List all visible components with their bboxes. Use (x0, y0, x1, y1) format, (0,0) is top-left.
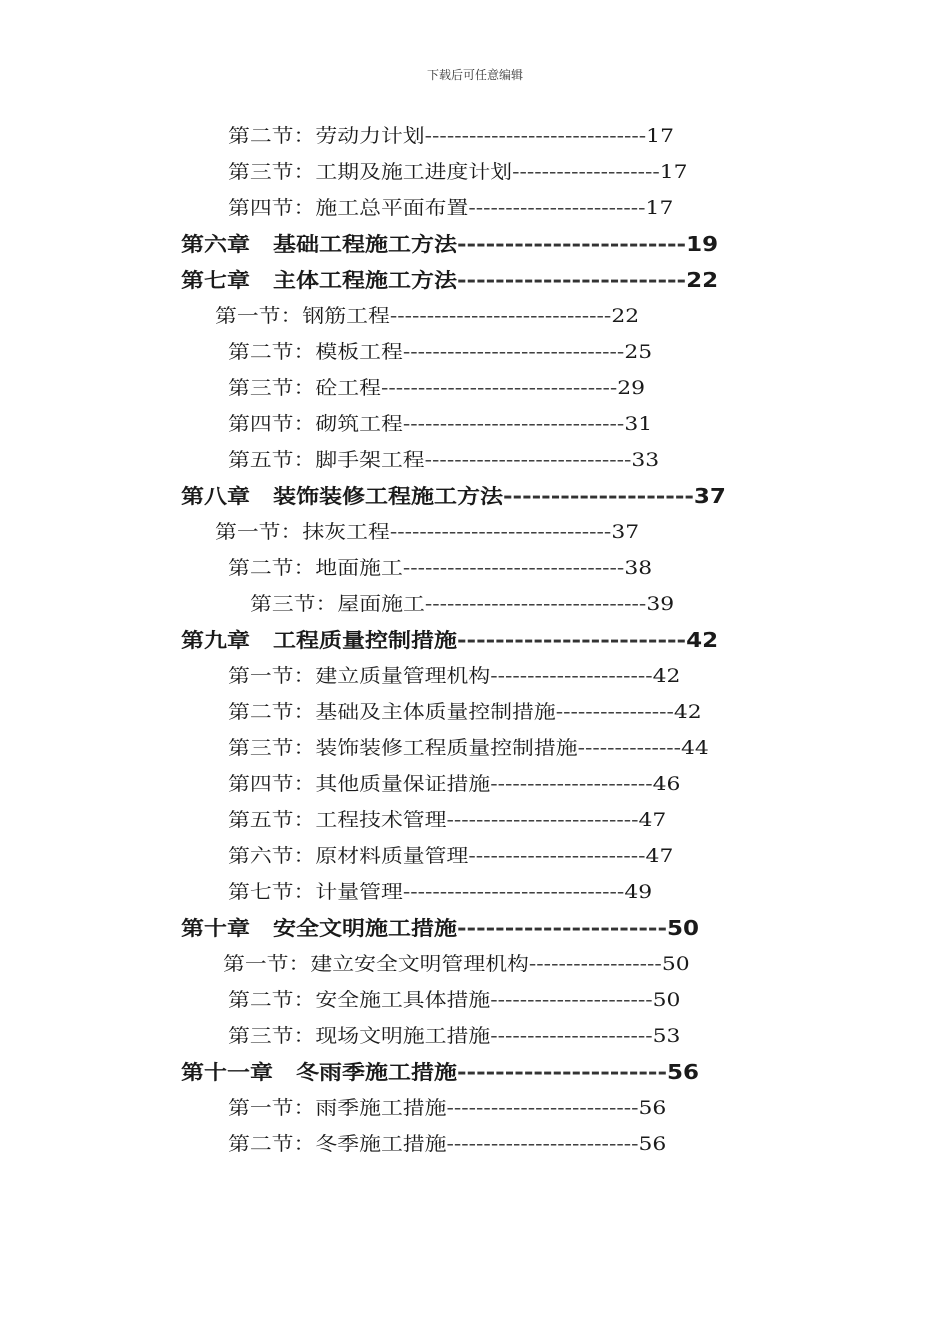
toc-page-number: 56 (667, 1060, 700, 1084)
toc-page-number: 31 (624, 413, 653, 435)
toc-entry-title: 第三节：工期及施工进度计划 (228, 161, 513, 183)
toc-dot-leader: ---------------------------- (424, 449, 632, 471)
toc-section-entry[interactable] (228, 1090, 666, 1126)
toc-page-number: 17 (645, 197, 674, 219)
toc-page-number: 22 (611, 305, 640, 327)
toc-page-number: 50 (661, 953, 690, 975)
toc-entry-title: 第三节：屋面施工 (250, 593, 425, 615)
toc-dot-leader: ------------------------------ (389, 521, 612, 543)
toc-dot-leader: ------------------------------ (424, 125, 647, 147)
toc-chapter-entry[interactable] (181, 622, 718, 658)
toc-entry-title: 第八章 装饰装修工程施工方法 (181, 484, 503, 508)
toc-dot-leader: ------------------------------ (424, 593, 647, 615)
toc-section-entry[interactable] (250, 586, 674, 622)
toc-entry-title: 第七章 主体工程施工方法 (181, 268, 457, 292)
toc-dot-leader: ------------------------ (457, 268, 687, 292)
toc-section-entry[interactable] (228, 694, 702, 730)
toc-page-number: 50 (667, 916, 700, 940)
toc-section-entry[interactable] (228, 442, 659, 478)
toc-page-number: 47 (645, 845, 674, 867)
toc-page-number: 50 (652, 989, 681, 1011)
toc-section-entry[interactable] (228, 874, 652, 910)
toc-page-number: 56 (638, 1133, 667, 1155)
toc-entry-title: 第四节：其他质量保证措施 (228, 773, 491, 795)
toc-dot-leader: -------------------- (503, 484, 694, 508)
toc-page-number: 19 (686, 232, 719, 256)
toc-page-number: 49 (624, 881, 653, 903)
toc-entry-title: 第十章 安全文明施工措施 (181, 916, 457, 940)
toc-entry-title: 第五节：脚手架工程 (228, 449, 425, 471)
toc-dot-leader: -------------------------- (446, 1097, 639, 1119)
toc-dot-leader: ---------------------- (490, 989, 653, 1011)
toc-section-entry[interactable] (228, 118, 674, 154)
toc-entry-title: 第二节：劳动力计划 (228, 125, 425, 147)
toc-section-entry[interactable] (215, 514, 639, 550)
toc-section-entry[interactable] (228, 802, 666, 838)
toc-section-entry[interactable] (223, 946, 690, 982)
toc-entry-title: 第三节：装饰装修工程质量控制措施 (228, 737, 578, 759)
toc-page-number: 25 (624, 341, 653, 363)
toc-dot-leader: ---------------------- (490, 773, 653, 795)
toc-section-entry[interactable] (215, 298, 639, 334)
toc-section-entry[interactable] (228, 550, 652, 586)
toc-section-entry[interactable] (228, 154, 688, 190)
toc-page-number: 29 (617, 377, 646, 399)
toc-dot-leader: ---------------- (555, 701, 674, 723)
toc-dot-leader: -------------------------- (446, 809, 639, 831)
toc-section-entry[interactable] (228, 370, 645, 406)
toc-chapter-entry[interactable] (181, 226, 718, 262)
toc-dot-leader: ------------------------ (468, 845, 646, 867)
toc-page-number: 42 (673, 701, 702, 723)
toc-dot-leader: ---------------------- (457, 1060, 668, 1084)
toc-dot-leader: ------------------------ (457, 232, 687, 256)
toc-dot-leader: ------------------------------ (402, 413, 625, 435)
toc-chapter-entry[interactable] (181, 262, 718, 298)
toc-entry-title: 第四节：施工总平面布置 (228, 197, 469, 219)
toc-page-number: 47 (638, 809, 667, 831)
toc-page-number: 46 (652, 773, 681, 795)
toc-entry-title: 第九章 工程质量控制措施 (181, 628, 457, 652)
toc-page-number: 39 (646, 593, 675, 615)
toc-entry-title: 第五节：工程技术管理 (228, 809, 447, 831)
toc-entry-title: 第一节：雨季施工措施 (228, 1097, 447, 1119)
toc-dot-leader: -------------- (577, 737, 681, 759)
page-header: 下载后可任意编辑 (426, 68, 523, 82)
toc-entry-title: 第六章 基础工程施工方法 (181, 232, 457, 256)
toc-page-number: 37 (693, 484, 726, 508)
toc-entry-title: 第三节：砼工程 (228, 377, 381, 399)
toc-chapter-entry[interactable] (181, 910, 699, 946)
toc-chapter-entry[interactable] (181, 478, 726, 514)
toc-dot-leader: ---------------------- (490, 1025, 653, 1047)
toc-dot-leader: ------------------------ (457, 628, 687, 652)
toc-dot-leader: -------------------------------- (380, 377, 618, 399)
toc-page-number: 22 (686, 268, 719, 292)
toc-section-entry[interactable] (228, 406, 652, 442)
toc-entry-title: 第二节：冬季施工措施 (228, 1133, 447, 1155)
toc-page-number: 33 (631, 449, 660, 471)
toc-dot-leader: ---------------------- (457, 916, 668, 940)
toc-page-number: 53 (652, 1025, 681, 1047)
toc-section-entry[interactable] (228, 190, 673, 226)
toc-chapter-entry[interactable] (181, 1054, 699, 1090)
toc-page-number: 56 (638, 1097, 667, 1119)
toc-section-entry[interactable] (228, 766, 680, 802)
toc-page-number: 38 (624, 557, 653, 579)
toc-entry-title: 第二节：安全施工具体措施 (228, 989, 491, 1011)
toc-section-entry[interactable] (228, 730, 709, 766)
toc-entry-title: 第二节：地面施工 (228, 557, 403, 579)
toc-dot-leader: ------------------------------ (402, 341, 625, 363)
toc-entry-title: 第十一章 冬雨季施工措施 (181, 1060, 457, 1084)
toc-entry-title: 第一节：建立安全文明管理机构 (223, 953, 529, 975)
toc-entry-title: 第三节：现场文明施工措施 (228, 1025, 491, 1047)
toc-dot-leader: ------------------------------ (402, 881, 625, 903)
toc-dot-leader: -------------------- (512, 161, 660, 183)
toc-page-number: 44 (680, 737, 709, 759)
toc-dot-leader: ------------------------------ (402, 557, 625, 579)
toc-section-entry[interactable] (228, 1126, 666, 1162)
toc-entry-title: 第一节：钢筋工程 (215, 305, 390, 327)
toc-page-number: 42 (686, 628, 719, 652)
toc-dot-leader: ------------------ (528, 953, 662, 975)
toc-dot-leader: ------------------------ (468, 197, 646, 219)
toc-dot-leader: ------------------------------ (389, 305, 612, 327)
toc-entry-title: 第一节：建立质量管理机构 (228, 665, 491, 687)
toc-section-entry[interactable] (228, 334, 652, 370)
toc-section-entry[interactable] (228, 982, 680, 1018)
toc-page-number: 17 (646, 125, 674, 147)
toc-dot-leader: ---------------------- (490, 665, 653, 687)
toc-entry-title: 第二节：基础及主体质量控制措施 (228, 701, 556, 723)
toc-section-entry[interactable] (228, 658, 680, 694)
toc-page-number: 42 (652, 665, 681, 687)
toc-entry-title: 第二节：模板工程 (228, 341, 403, 363)
toc-section-entry[interactable] (228, 1018, 680, 1054)
toc-dot-leader: -------------------------- (446, 1133, 639, 1155)
toc-page-number: 37 (611, 521, 640, 543)
toc-entry-title: 第四节：砌筑工程 (228, 413, 403, 435)
toc-entry-title: 第七节：计量管理 (228, 881, 403, 903)
toc-entry-title: 第一节：抹灰工程 (215, 521, 390, 543)
toc-page-number: 17 (659, 161, 688, 183)
toc-section-entry[interactable] (228, 838, 673, 874)
toc-entry-title: 第六节：原材料质量管理 (228, 845, 469, 867)
